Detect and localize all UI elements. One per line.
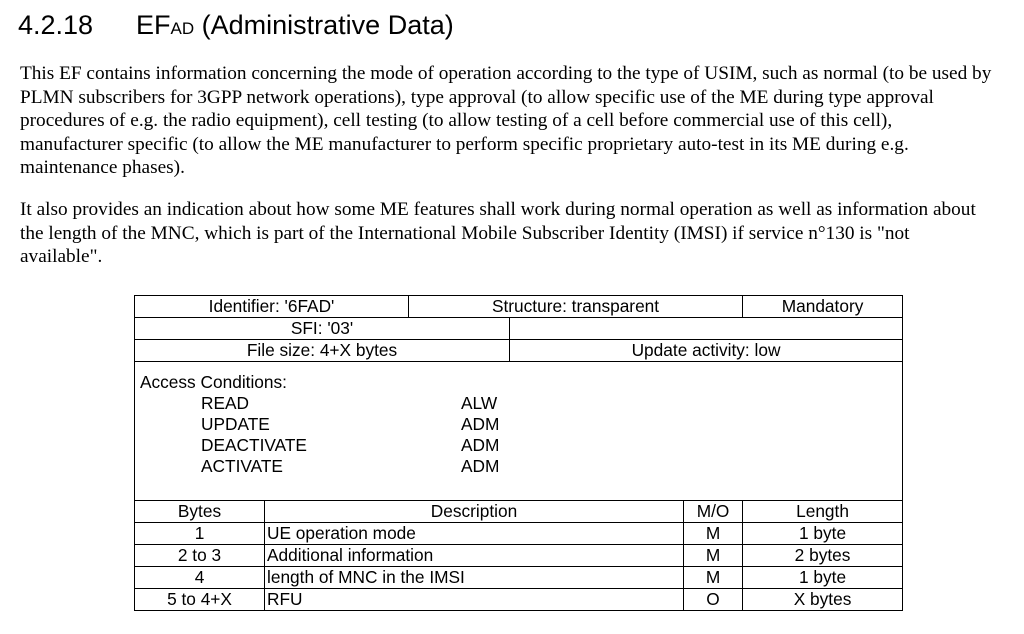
bytes-cell: 4	[135, 567, 265, 589]
heading-prefix: EF	[136, 10, 171, 40]
length-cell: X bytes	[743, 589, 903, 611]
table-row	[135, 545, 903, 567]
description-paragraph-1: This EF contains information concerning the mode of operation according to the type of USIM, such as normal (to be used by PLMN subscribers for 3GPP network operations), type approval (to allow specific use of the ME during type approval procedures of e.g. the radio equipment), cell testing (to allow testing of a cell before commercial use of this cell), manufacturer specific (to allow the ME manufacturer to perform specific proprietary auto-test in its ME during e.g. maintenance phases).	[20, 63, 992, 178]
bytes-cell: 1	[135, 523, 265, 545]
heading-subscript: AD	[170, 19, 195, 38]
table-row	[135, 318, 903, 340]
length-cell: 1 byte	[743, 523, 903, 545]
sfi-cell: SFI: '03'	[135, 318, 510, 340]
length-cell: 1 byte	[743, 567, 903, 589]
description-cell: RFU	[265, 589, 684, 611]
access-conditions-title: Access Conditions:	[140, 372, 287, 392]
table-row	[135, 340, 903, 362]
bytes-cell: 2 to 3	[135, 545, 265, 567]
section-number: 4.2.18	[18, 10, 94, 40]
mo-cell: M	[684, 567, 743, 589]
access-level: ALW	[461, 393, 498, 413]
mo-cell: M	[684, 545, 743, 567]
access-operation: DEACTIVATE	[201, 435, 307, 455]
column-header-description: Description	[265, 501, 684, 523]
table-row	[135, 523, 903, 545]
structure-cell: Structure: transparent	[409, 296, 743, 318]
table-row	[135, 296, 903, 318]
table-row	[135, 567, 903, 589]
mo-cell: M	[684, 523, 743, 545]
update-activity-cell: Update activity: low	[510, 340, 903, 362]
section-heading	[18, 10, 454, 41]
column-header-length: Length	[743, 501, 903, 523]
description-paragraph-2: It also provides an indication about how some ME features shall work during normal operation as well as information about the length of the MNC, which is part of the International Mobile Subscriber Identity (IMSI) if service n°130 is "not available".	[20, 199, 976, 267]
table-row	[135, 362, 903, 501]
column-header-bytes: Bytes	[135, 501, 265, 523]
bytes-cell: 5 to 4+X	[135, 589, 265, 611]
length-cell: 2 bytes	[743, 545, 903, 567]
table-row	[135, 589, 903, 611]
ef-ad-spec-table	[134, 295, 903, 611]
file-size-cell: File size: 4+X bytes	[135, 340, 510, 362]
description-cell: length of MNC in the IMSI	[265, 567, 684, 589]
access-operation: ACTIVATE	[201, 456, 283, 476]
table-header-row	[135, 501, 903, 523]
access-level: ADM	[461, 456, 500, 476]
identifier-cell: Identifier: '6FAD'	[135, 296, 409, 318]
access-operation: UPDATE	[201, 414, 270, 434]
empty-cell	[510, 318, 903, 340]
access-level: ADM	[461, 435, 500, 455]
description-cell: UE operation mode	[265, 523, 684, 545]
access-operation: READ	[201, 393, 250, 413]
access-conditions-cell	[135, 362, 903, 501]
heading-title: (Administrative Data)	[194, 10, 454, 40]
mandatory-cell: Mandatory	[743, 296, 903, 318]
description-cell: Additional information	[265, 545, 684, 567]
mo-cell: O	[684, 589, 743, 611]
column-header-mo: M/O	[684, 501, 743, 523]
access-level: ADM	[461, 414, 500, 434]
